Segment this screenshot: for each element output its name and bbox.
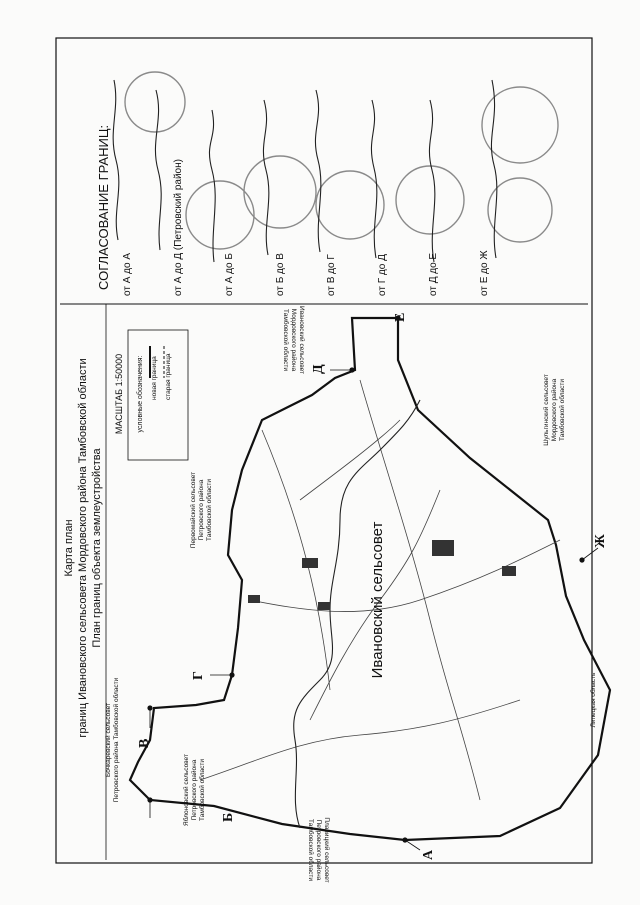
seal-stamp-3 (244, 156, 316, 228)
seal-stamp-5 (396, 166, 464, 234)
title-line-2: границ Ивановского сельсовета Мордовского района Тамбовской области (77, 358, 89, 738)
approval-row: от А до Б (224, 253, 235, 296)
settlement-4 (248, 595, 260, 603)
neighbor-label: Бочкаревский сельсовет (105, 702, 112, 778)
signature-5 (315, 90, 320, 252)
seal-stamp-4 (316, 171, 384, 239)
road-3 (262, 430, 330, 690)
point-e: Е (393, 312, 408, 322)
settlement-3 (432, 540, 454, 556)
neighbor-label: Тамбовской области (199, 759, 206, 821)
leader-zh (582, 548, 598, 560)
point-d: Д (311, 364, 326, 374)
settlement-2 (318, 602, 330, 610)
legend-item-1-block (151, 356, 158, 400)
neighbor-label: Тамбовской области (206, 479, 213, 541)
seal-stamp-1 (125, 72, 185, 132)
approval-row: от Г до Д (377, 254, 388, 296)
neighbor-label: Мордовского района (290, 308, 297, 372)
neighbor-label: Петровского района (191, 759, 198, 821)
point-a: А (421, 849, 436, 860)
neighbor-label: Петровского района (315, 819, 322, 881)
main-label-block (369, 521, 386, 678)
neighbor-4-block (189, 472, 213, 548)
point-g: Г (191, 671, 206, 680)
point-zh: Ж (593, 534, 608, 548)
settlement-5 (502, 566, 516, 576)
neighbor-2-block (182, 754, 206, 826)
approval-row: от В до Г (326, 254, 337, 296)
point-v: В (137, 738, 152, 748)
neighbor-label: Яблоновский сельсовет (183, 754, 190, 826)
neighbor-5-block (282, 306, 306, 374)
main-territory-label: Ивановский сельсовет (369, 521, 386, 679)
neighbor-label: Петровского района (198, 479, 205, 541)
approval-row: от А до А (122, 253, 133, 296)
signature-4 (263, 100, 268, 255)
neighbor-label: Тамбовской области (559, 379, 566, 441)
leader-a (405, 840, 420, 850)
approvals-title-block (96, 125, 111, 290)
legend-title: условные обозначения: (137, 355, 144, 433)
road-6 (300, 420, 400, 500)
neighbor-label: Петровского района Тамбовской области (113, 677, 120, 803)
title-block-3 (91, 448, 103, 648)
approval-row: от А до Д (Петровский район) (173, 159, 184, 296)
neighbor-7-block (589, 672, 597, 727)
signature-2 (155, 90, 161, 250)
neighbor-label: Шульгинский сельсовет (543, 374, 550, 446)
point-b: Б (221, 812, 236, 822)
legend-title-block (136, 355, 144, 432)
neighbor-6-block (542, 374, 566, 446)
seal-stamp-7 (488, 178, 552, 242)
neighbor-label: Первомайский сельсовет (190, 471, 197, 549)
neighbor-label: Плавицкий сельсовет (323, 817, 330, 883)
point-markers (147, 312, 584, 842)
river-line (294, 400, 420, 828)
approval-row: от Е до Ж (479, 250, 490, 296)
neighbor-label: Мордовского района (551, 378, 558, 442)
settlement-1 (302, 558, 318, 568)
approval-row: от Б до В (275, 253, 286, 296)
scale-text: МАСШТАБ 1:50000 (114, 353, 124, 435)
legend-item-new: новая граница (151, 356, 158, 400)
signature-3 (209, 110, 215, 262)
title-block (63, 519, 75, 576)
neighbor-label: Липецкая область (590, 672, 597, 728)
neighbor-3-block (307, 817, 331, 882)
river (294, 400, 420, 828)
neighbor-label: Тамбовской области (307, 819, 314, 881)
legend-item-old: старая граница (165, 353, 172, 400)
legend-item-2-block (165, 353, 172, 400)
approval-row: от Д до Е (428, 252, 439, 296)
scale-block (114, 354, 124, 434)
signature-1 (113, 80, 119, 240)
neighbor-label: Ивановский сельсовет (298, 306, 305, 374)
title-block-2 (77, 358, 89, 737)
approvals-title: СОГЛАСОВАНИЕ ГРАНИЦ: (96, 124, 111, 290)
title-line-1: Карта план (63, 519, 75, 577)
approval-rows (122, 159, 490, 296)
signatures (113, 80, 497, 262)
signature-7 (429, 100, 434, 262)
neighbor-label: Тамбовской области (282, 309, 289, 371)
title-line-3: План границ объекта землеустройства (91, 448, 103, 648)
